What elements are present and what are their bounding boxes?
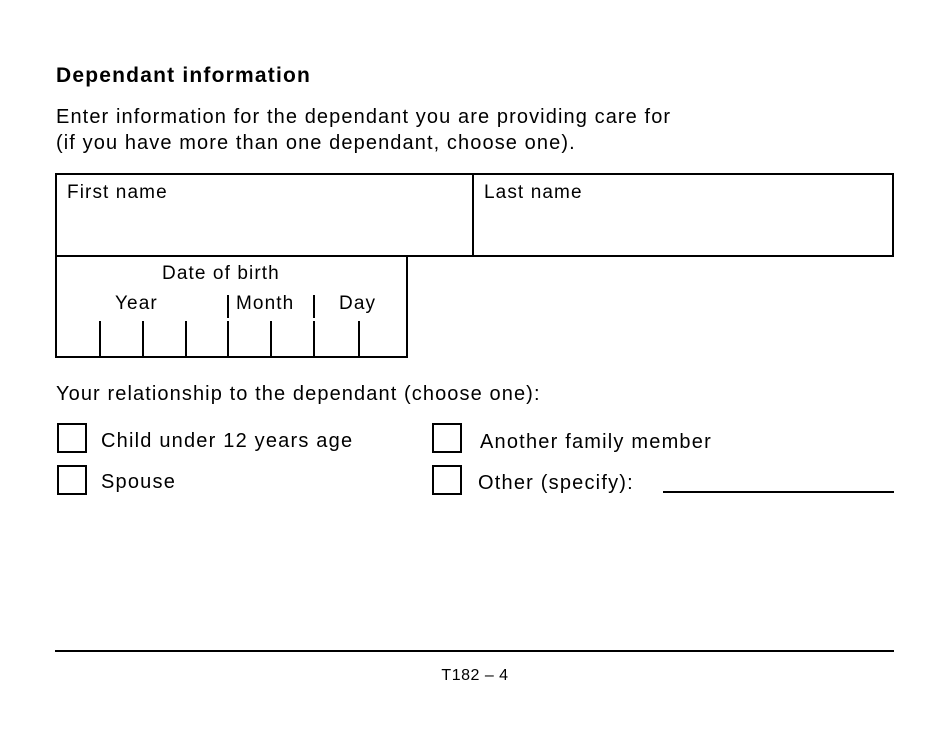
first-name-field[interactable]: [57, 175, 474, 255]
spouse-label: Spouse: [101, 471, 177, 493]
spouse-checkbox[interactable]: [57, 465, 87, 495]
page-number: T182 – 4: [441, 667, 509, 684]
other-specify-input[interactable]: [663, 491, 894, 493]
child-under-12-label: Child under 12 years age: [101, 430, 354, 452]
name-fields-box: [55, 173, 894, 257]
year-label: Year: [115, 293, 158, 314]
first-name-label: First name: [67, 182, 168, 203]
intro-line-2: (if you have more than one dependant, choose one).: [56, 132, 576, 154]
another-family-member-label: Another family member: [480, 431, 712, 453]
intro-text: [56, 104, 671, 156]
day-label: Day: [339, 293, 377, 314]
last-name-field[interactable]: [474, 175, 892, 255]
date-of-birth-box: [55, 255, 408, 358]
child-under-12-checkbox[interactable]: [57, 423, 87, 453]
intro-line-1: Enter information for the dependant you are providing care for: [56, 106, 672, 128]
date-of-birth-input[interactable]: [57, 300, 406, 356]
relationship-prompt: Your relationship to the dependant (choose one):: [56, 383, 541, 405]
date-of-birth-title: Date of birth: [162, 263, 280, 284]
other-specify-label: Other (specify):: [478, 472, 634, 494]
month-label: Month: [236, 293, 295, 314]
section-title: Dependant information: [56, 64, 312, 87]
other-checkbox[interactable]: [432, 465, 462, 495]
footer-divider: [55, 650, 894, 652]
last-name-label: Last name: [484, 182, 583, 203]
another-family-member-checkbox[interactable]: [432, 423, 462, 453]
